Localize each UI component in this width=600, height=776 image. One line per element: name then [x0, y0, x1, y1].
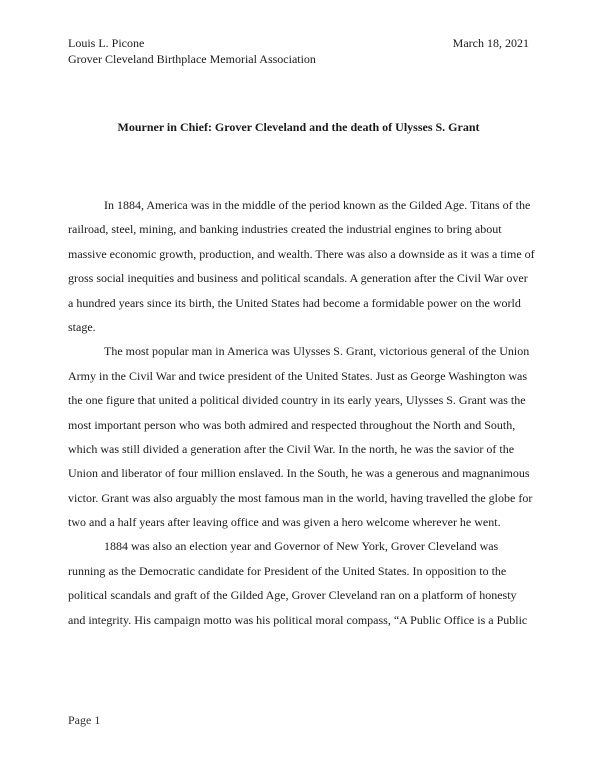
author-name: Louis L. Picone [68, 36, 145, 50]
paragraph-2-line-7: victor. Grant was also arguably the most famous man in the world, having travelled the globe for [68, 490, 533, 505]
paragraph-2-line-2: Army in the Civil War and twice president of the United States. Just as George Washington was [68, 368, 527, 383]
paragraph-1-line-2: railroad, steel, mining, and banking industries created the industrial engines to bring about [68, 222, 502, 237]
paragraph-1-line-1: In 1884, America was in the middle of the period known as the Gilded Age. Titans of the [104, 198, 531, 212]
paragraph-3-line-2: running as the Democratic candidate for President of the United States. In opposition to the [68, 563, 507, 578]
paragraph-1-line-3: massive economic growth, production, and wealth. There was also a downside as it was a time of [68, 246, 535, 261]
paragraph-2-line-5: which was still divided a generation after the Civil War. In the north, he was the savior of the [68, 441, 515, 456]
header-left [68, 36, 316, 67]
page-number: Page 1 [68, 713, 101, 727]
paragraph-2-line-6: Union and liberator of four million enslaved. In the South, he was a generous and magnanimous [68, 466, 530, 481]
paragraph-1-line-5: a hundred years since its birth, the United States had become a formidable power on the world [68, 295, 521, 310]
document-title: Mourner in Chief: Grover Cleveland and the death of Ulysses S. Grant [117, 120, 480, 134]
document-body [68, 193, 535, 632]
organization-name: Grover Cleveland Birthplace Memorial Association [68, 51, 316, 66]
paragraph-2-line-8: two and a half years after leaving office and was given a hero welcome wherever he went. [68, 515, 501, 530]
paragraph-1-line-4: gross social inequities and business and political scandals. A generation after the Civil War over [68, 271, 528, 286]
paragraph-1-line-6: stage. [68, 319, 96, 334]
paragraph-3-line-1: 1884 was also an election year and Governor of New York, Grover Cleveland was [104, 539, 499, 554]
header-date: March 18, 2021 [452, 36, 529, 50]
paragraph-3-line-3: political scandals and graft of the Gilded Age, Grover Cleveland ran on a platform of honesty [68, 588, 517, 603]
paragraph-2-line-3: the one figure that united a political divided country in its early years, Ulysses S. Grant was the [68, 393, 526, 408]
paragraph-2-line-1: The most popular man in America was Ulysses S. Grant, victorious general of the Union [104, 344, 530, 359]
paragraph-3-line-4: and integrity. His campaign motto was his political moral compass, “A Public Office is a Public [68, 612, 528, 627]
paragraph-2-line-4: most important person who was both admired and respected throughout the North and South, [68, 417, 516, 432]
